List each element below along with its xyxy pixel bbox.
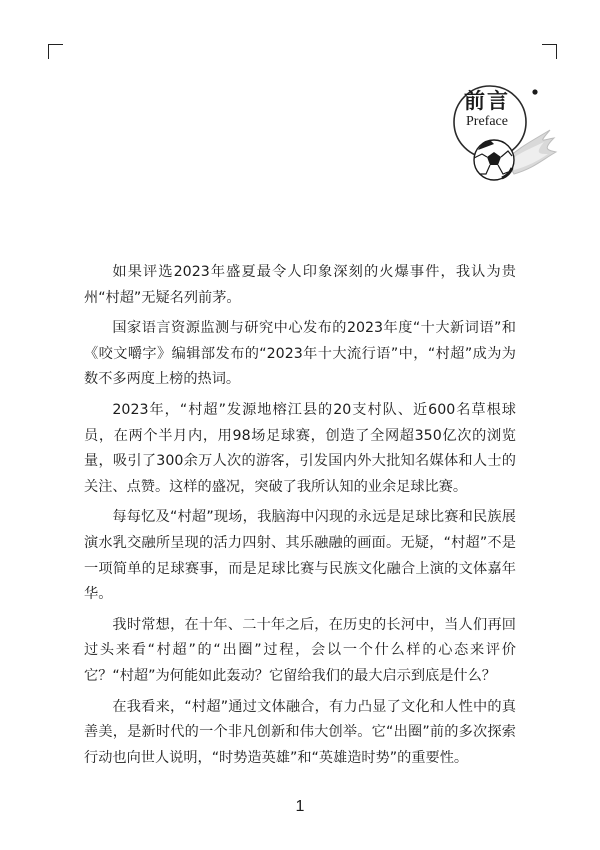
preface-heading [447,88,527,130]
page-number: 1 [295,798,305,815]
paragraph-3: 2023年，“村超”发源地榕江县的20支村队、近600名草根球员，在两个半月内，用98场足球赛，创造了全网超350亿次的浏览量，吸引了300余万人次的游客，引发国内外大批知名媒体和人士的关注、点赞。这样的盛况，突破了我所认知的业余足球比赛。 [84,401,516,495]
paragraph-4: 每每忆及“村超”现场，我脑海中闪现的永远是足球比赛和民族展演水乳交融所呈现的活力四射、其乐融融的画面。无疑，“村超”不是一项简单的足球赛事，而是足球比赛与民族文化融合上演的文体嘉年华。 [84,509,516,603]
chapter-title: 前言 [464,88,510,113]
paragraph-5: 我时常想，在十年、二十年之后，在历史的长河中，当人们再回过头来看“村超”的“出圈”过程，会以一个什么样的心态来评价它？“村超”为何能如此轰动？它留给我们的最大启示到底是什么？ [84,616,516,684]
crop-mark-left [48,44,63,59]
paragraph-1: 如果评选2023年盛夏最令人印象深刻的火爆事件，我认为贵州“村超”无疑名列前茅。 [84,264,516,306]
paragraph-2: 国家语言资源监测与研究中心发布的2023年度“十大新词语”和《咬文嚼字》编辑部发布的“2023年十大流行语”中，“村超”成为为数不多两度上榜的热词。 [84,320,516,388]
chapter-subtitle: Preface [466,114,508,129]
paragraph-6: 在我看来，“村超”通过文体融合，有力凸显了文化和人性中的真善美，是新时代的一个非凡创新和伟大创举。它“出圈”前的多次探索行动也向世人说明，“时势造英雄”和“英雄造时势”的重要性。 [84,698,516,766]
crop-mark-right [542,44,557,59]
preface-body [84,260,516,776]
